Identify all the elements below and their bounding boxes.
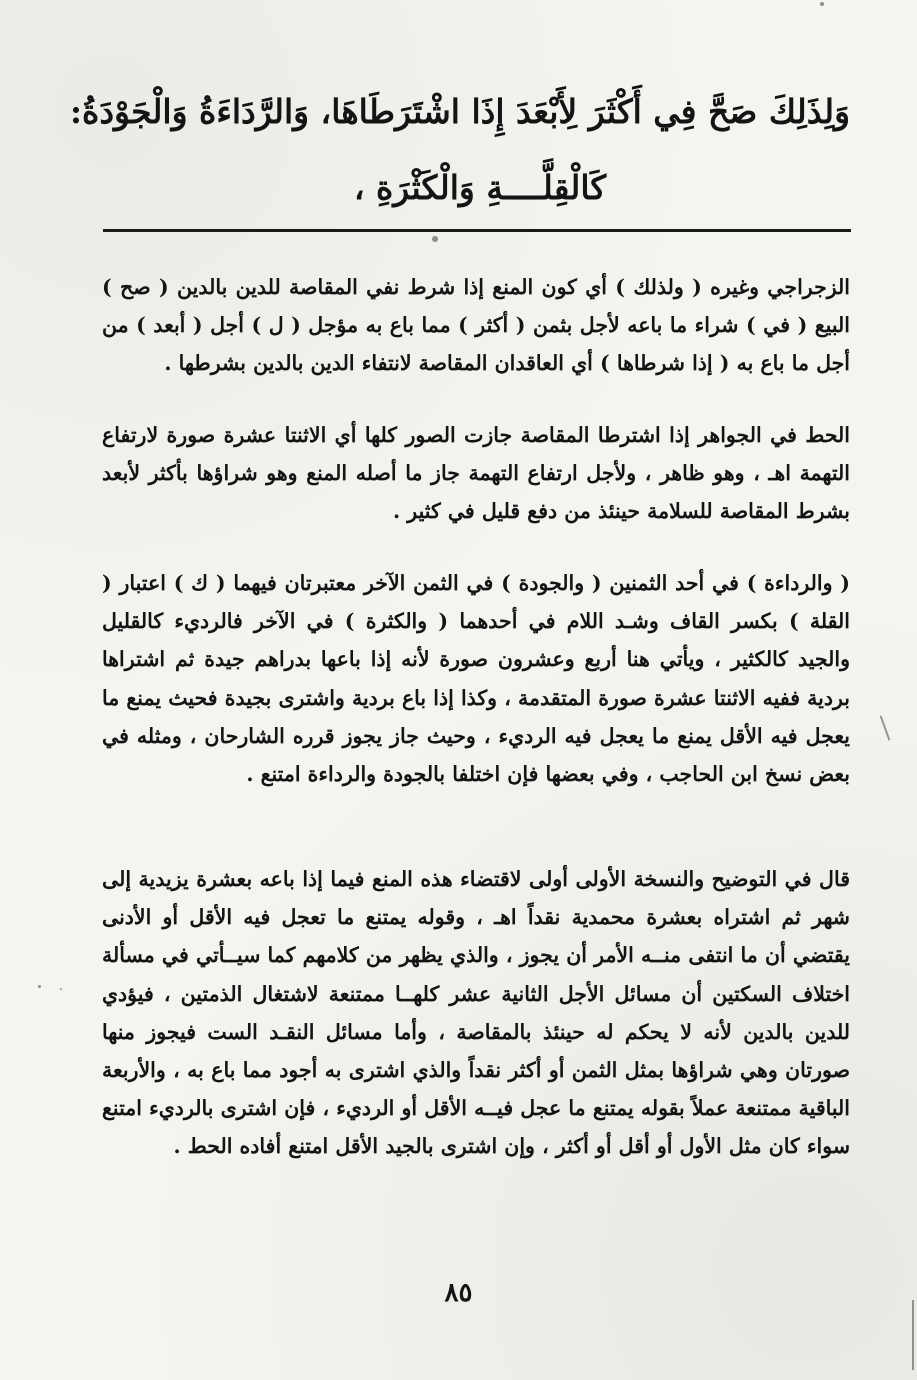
verse-line-2: كَالْقِلَّــــةِ وَالْكَثْرَةِ ،	[353, 168, 607, 207]
scan-edge-mark	[912, 1300, 914, 1370]
commentary-paragraph-3: ( والرداءة ) في أحد الثمنين ( والجودة ) في الثمن الآخر معتبرتان فيهما ( ك ) اعتبار ( القلة ) بكسر القاف وشـد اللام في أحدهما ( والكثرة ) في الآخر فالرديء كالقليل والجيد كالكثير ، ويأتي هنا أربع وعشرون صورة لأنه إذا باعها بدراهم جيدة ثم اشتراها بردية ففيه الاثنتا عشرة صورة المتقدمة ، وكذا إذا باع بردية واشترى بجيدة فحيث يمنع ما يعجل فيه الأقل يمنع ما يعجل فيه الرديء ، وحيث جاز يجوز قرره الشارحان ، ومثله في بعض نسخ ابن الحاجب ، وفي بعضها فإن اختلفا بالجودة والرداءة امتنع .	[102, 571, 850, 787]
scan-speck	[432, 236, 438, 242]
commentary-paragraph-2: الحط في الجواهر إذا اشترطا المقاصة جازت الصور كلها أي الاثنتا عشرة صورة لارتفاع التهمة اهـ ، وهو ظاهر ، ولأجل ارتفاع التهمة جاز ما أصله المنع وهو شراؤها بأكثر لأبعد بشرط المقاصة للسلامة حينئذ من دفع قليل في كثير .	[102, 423, 850, 524]
scan-speck	[60, 988, 62, 990]
scan-speck	[820, 2, 824, 6]
scan-edge-mark	[880, 715, 891, 740]
page-number: ٨٥	[444, 1278, 473, 1308]
scan-speck	[38, 985, 41, 988]
verse-line-1: وَلِذَلِكَ صَحَّ فِي أَكْثَرَ لِأَبْعَدَ إِذَا اشْتَرَطَاهَا، وَالرَّدَاءَةُ وَالْجَوْدَةُ:	[69, 92, 850, 131]
separator-rule	[103, 229, 851, 232]
commentary-paragraph-4: قال في التوضيح والنسخة الأولى أولى لاقتضاء هذه المنع فيما إذا باعه بعشرة يزيدية إلى شهر ثم اشتراه بعشرة محمدية نقداً اهـ ، وقوله يمتنع ما تعجل فيه الأقل أو الأدنى يقتضي أن ما انتفى منــه الأمر أن يجوز ، والذي يظهر من كلامهم كما سيــأتي في مسألة اختلاف السكتين أن مسائل الأجل الثانية عشر كلهــا ممتنعة لاشتغال الذمتين ، فيؤدي للدين بالدين لأنه لا يحكم له حينئذ بالمقاصة ، وأما مسائل النقـد الست فيجوز منها صورتان وهي شراؤها بمثل الثمن أو أكثر نقداً والذي اشترى به أجود مما باع به ، والأربعة الباقية ممتنعة عملاً بقوله يمتنع ما عجل فيــه الأقل أو الرديء ، فإن اشترى بالرديء امتنع سواء كان مثل الأول أو أقل أو أكثر ، وإن اشترى بالجيد الأقل امتنع أفاده الحط .	[102, 867, 850, 1159]
commentary-paragraph-1: الزجراجي وغيره ( ولذلك ) أي كون المنع إذا شرط نفي المقاصة للدين بالدين ( صح ) البيع ( في ) شراء ما باعه لأجل بثمن ( أكثر ) مما باع به مؤجل ( ل ) أجل ( أبعد ) من أجل ما باع به ( إذا شرطاها ) أي العاقدان المقاصة لانتفاء الدين بالدين بشرطها .	[102, 275, 850, 376]
